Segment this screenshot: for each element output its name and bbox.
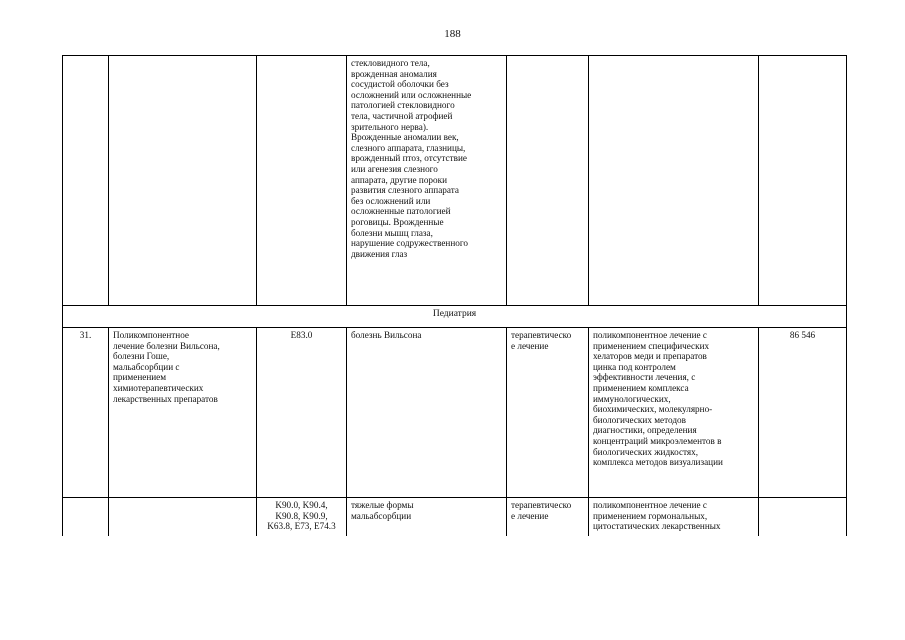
cell-codes: E83.0 [257, 328, 347, 498]
cell-name [109, 498, 257, 536]
cell-no: 31. [63, 328, 109, 498]
cell-price [759, 498, 847, 536]
cell-no [63, 56, 109, 306]
cell-treatment-type: терапевтическо е лечение [507, 328, 589, 498]
cell-treatment-type [507, 56, 589, 306]
section-title: Педиатрия [63, 306, 847, 328]
cell-codes: K90.0, K90.4, K90.8, K90.9, K63.8, E73, E74.3 [257, 498, 347, 536]
page-number: 188 [444, 28, 461, 40]
cell-model: тяжелые формы мальабсорбции [347, 498, 507, 536]
table-row-31 [63, 328, 847, 498]
cell-price: 86 546 [759, 328, 847, 498]
cell-no [63, 498, 109, 536]
cell-name: Поликомпонентное лечение болезни Вильсона, болезни Гоше, мальабсорбции с применением химиотерапевтических лекарственных препаратов [109, 328, 257, 498]
cell-price [759, 56, 847, 306]
cell-model: стекловидного тела, врожденная аномалия сосудистой оболочки без осложнений или осложненные патологией стекловидного тела, частичной атрофией зрительного нерва). Врожденные аномалии век, слезного аппарата, глазницы, врожденный птоз, отсутствие или агенезия слезного аппарата, другие пороки развития слезного аппарата без осложнений или осложненные патологией роговицы. Врожденные болезни мышц глаза, нарушение содружественного движения глаз [347, 56, 507, 306]
section-header-row [63, 306, 847, 328]
cell-codes [257, 56, 347, 306]
cell-method: поликомпонентное лечение с применением специфических хелаторов меди и препаратов цинка под контролем эффективности лечения, с применением комплекса иммунологических, биохимических, молекулярно- биологических методов диагностики, определения концентраций микроэлементов в биологических жидкостях, комплекса методов визуализации [589, 328, 759, 498]
table-row-continuation [63, 56, 847, 306]
cell-model: болезнь Вильсона [347, 328, 507, 498]
cell-method: поликомпонентное лечение с применением гормональных, цитостатических лекарственных [589, 498, 759, 536]
cell-method [589, 56, 759, 306]
medical-care-table [62, 55, 847, 536]
cell-treatment-type: терапевтическо е лечение [507, 498, 589, 536]
cell-name [109, 56, 257, 306]
table-row-31b [63, 498, 847, 536]
